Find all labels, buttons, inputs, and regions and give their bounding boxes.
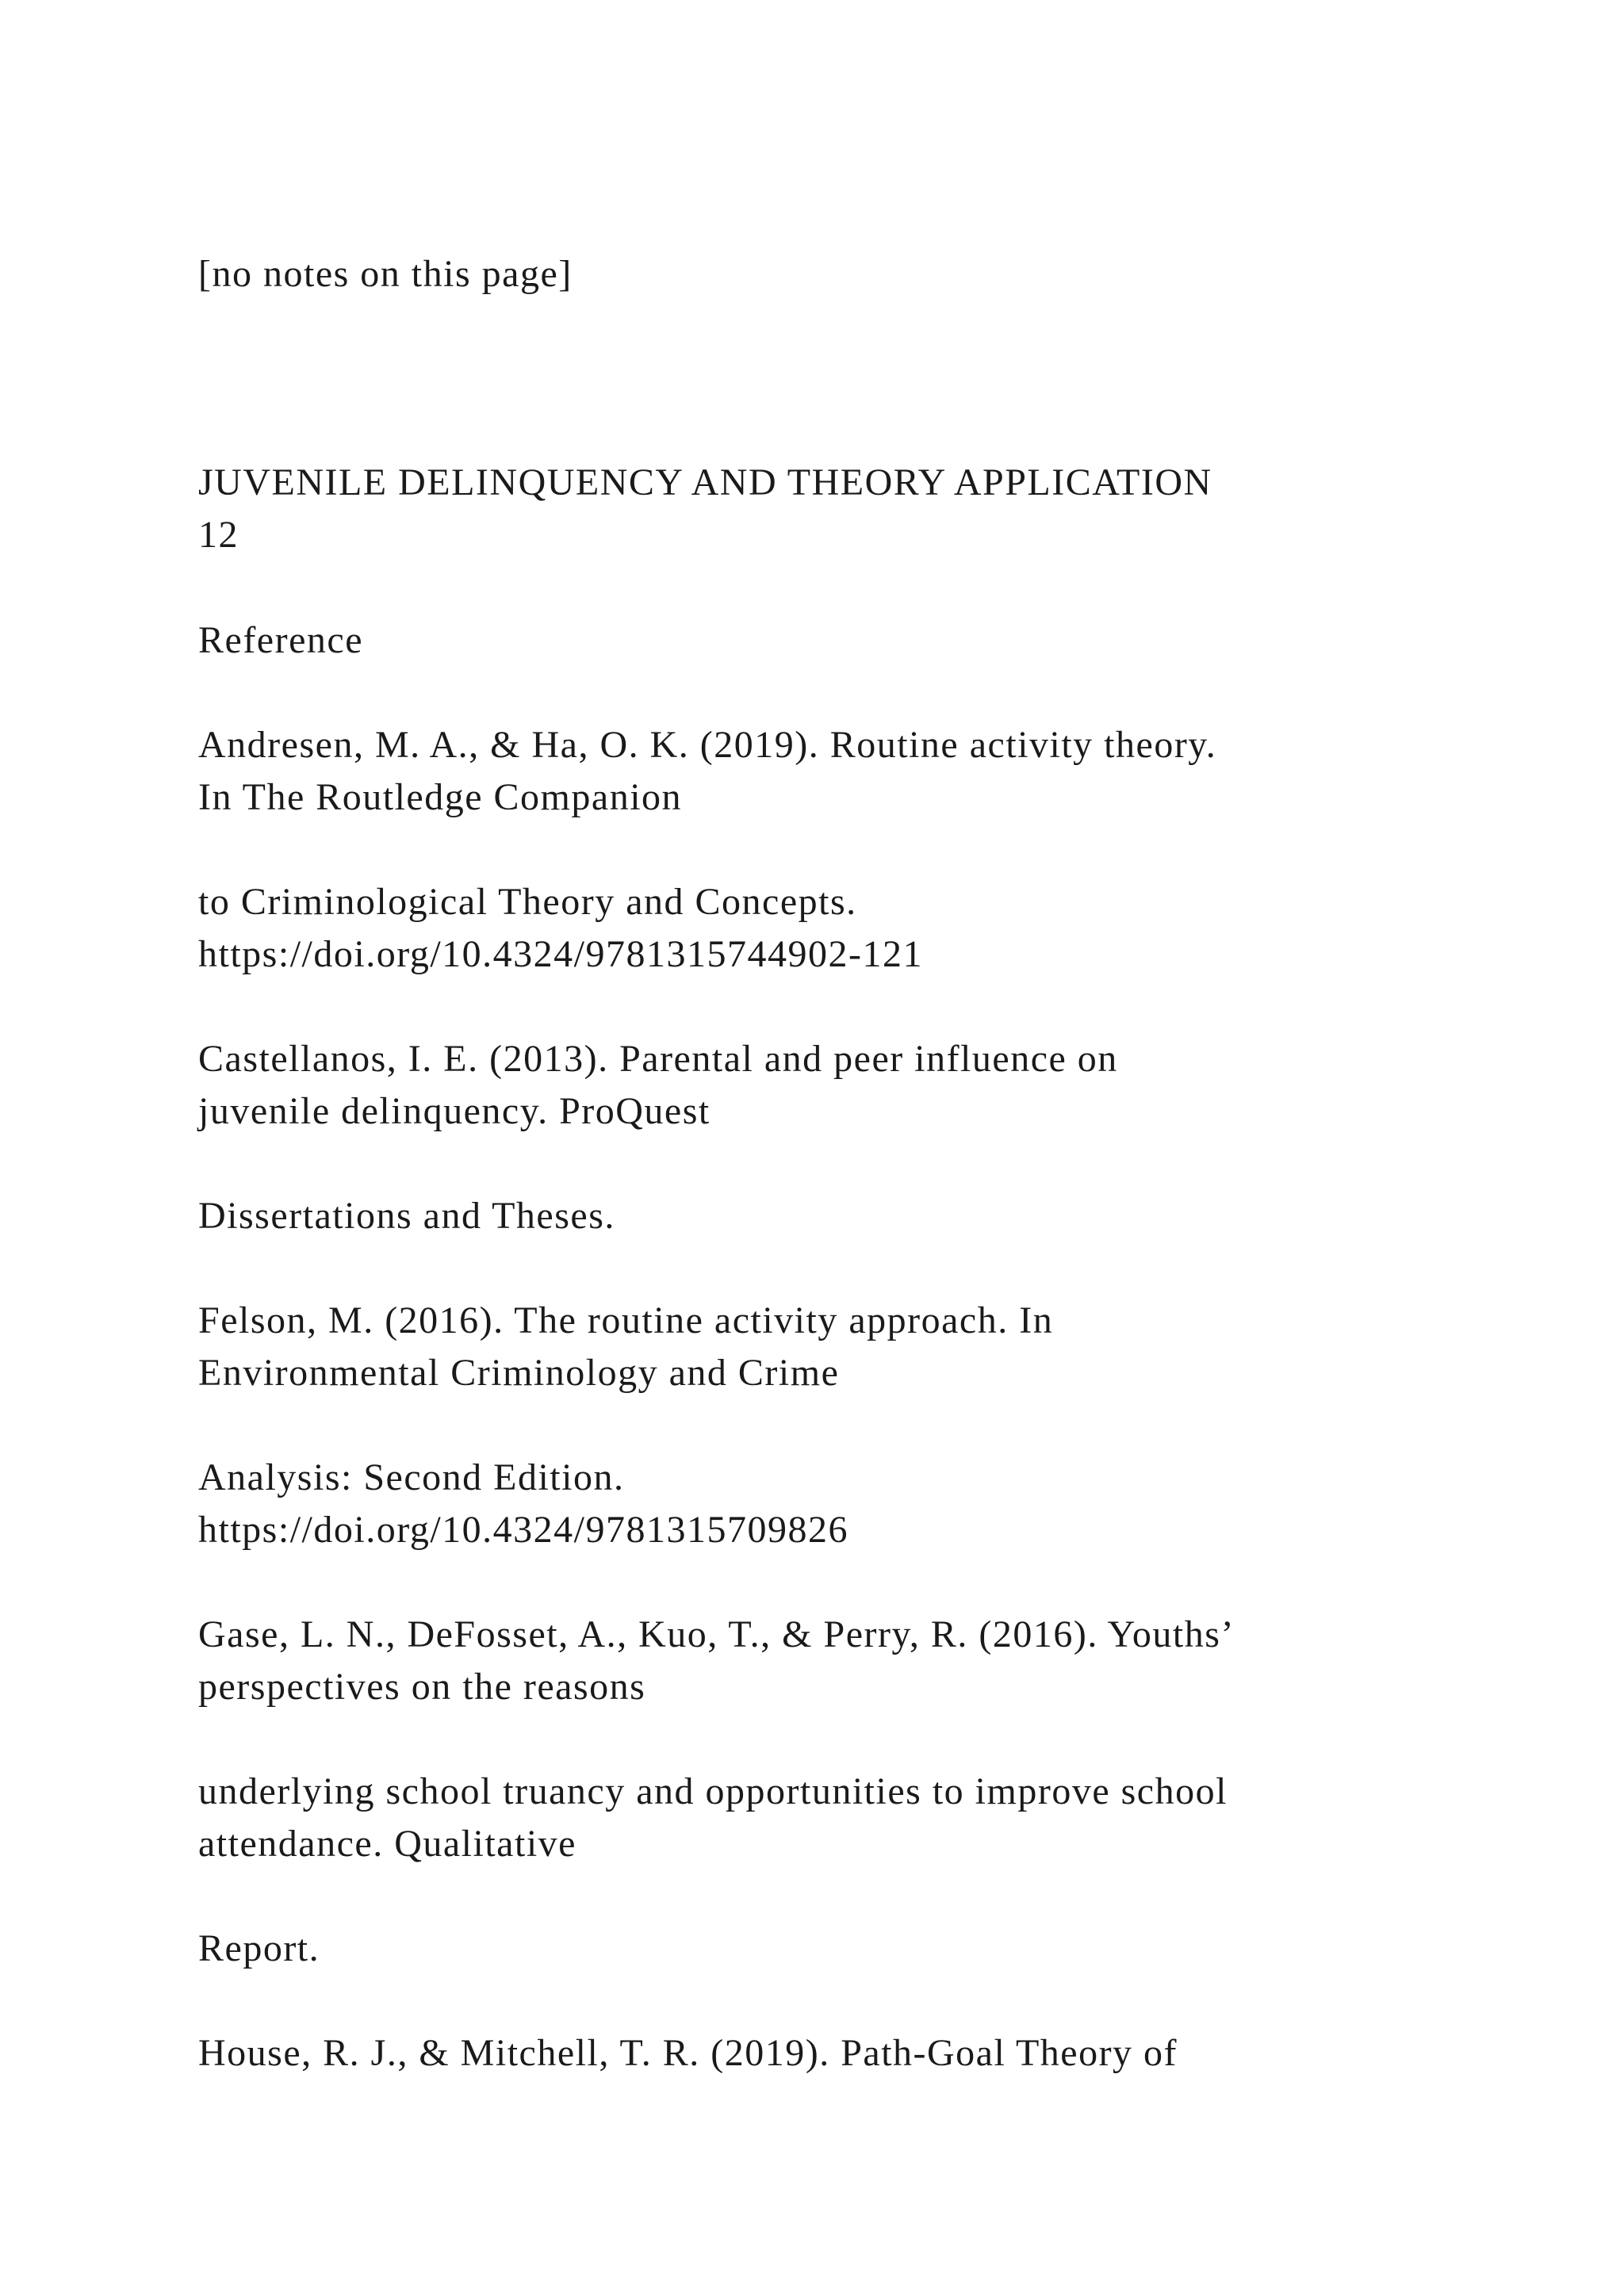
reference-gase-line-1: Gase, L. N., DeFosset, A., Kuo, T., & Perry, R. (2016). Youths’ [198,1613,1235,1655]
reference-heading: Reference [198,619,364,661]
reference-gase-line-5: Report. [198,1927,320,1969]
reference-andresen-line-3: to Criminological Theory and Concepts. [198,881,857,923]
reference-castellanos-line-3: Dissertations and Theses. [198,1195,615,1237]
notes-text: [no notes on this page] [198,253,573,295]
page-number: 12 [198,514,239,556]
reference-andresen-line-1: Andresen, M. A., & Ha, O. K. (2019). Routine activity theory. [198,724,1217,766]
reference-andresen-doi: https://doi.org/10.4324/9781315744902-121 [198,933,923,975]
reference-felson-doi: https://doi.org/10.4324/9781315709826 [198,1509,848,1551]
reference-felson-line-1: Felson, M. (2016). The routine activity approach. In [198,1299,1054,1341]
reference-house-line-1: House, R. J., & Mitchell, T. R. (2019). Path-Goal Theory of [198,2032,1178,2074]
reference-castellanos-line-2: juvenile delinquency. ProQuest [198,1090,710,1132]
reference-gase-line-4: attendance. Qualitative [198,1823,576,1865]
reference-castellanos-line-1: Castellanos, I. E. (2013). Parental and peer influence on [198,1038,1118,1080]
reference-andresen-line-2: In The Routledge Companion [198,776,683,818]
reference-gase-line-2: perspectives on the reasons [198,1666,646,1708]
running-head-title: JUVENILE DELINQUENCY AND THEORY APPLICATION [198,461,1212,503]
reference-felson-line-2: Environmental Criminology and Crime [198,1352,840,1394]
reference-felson-line-3: Analysis: Second Edition. [198,1456,625,1498]
reference-gase-line-3: underlying school truancy and opportunities to improve school [198,1770,1228,1812]
